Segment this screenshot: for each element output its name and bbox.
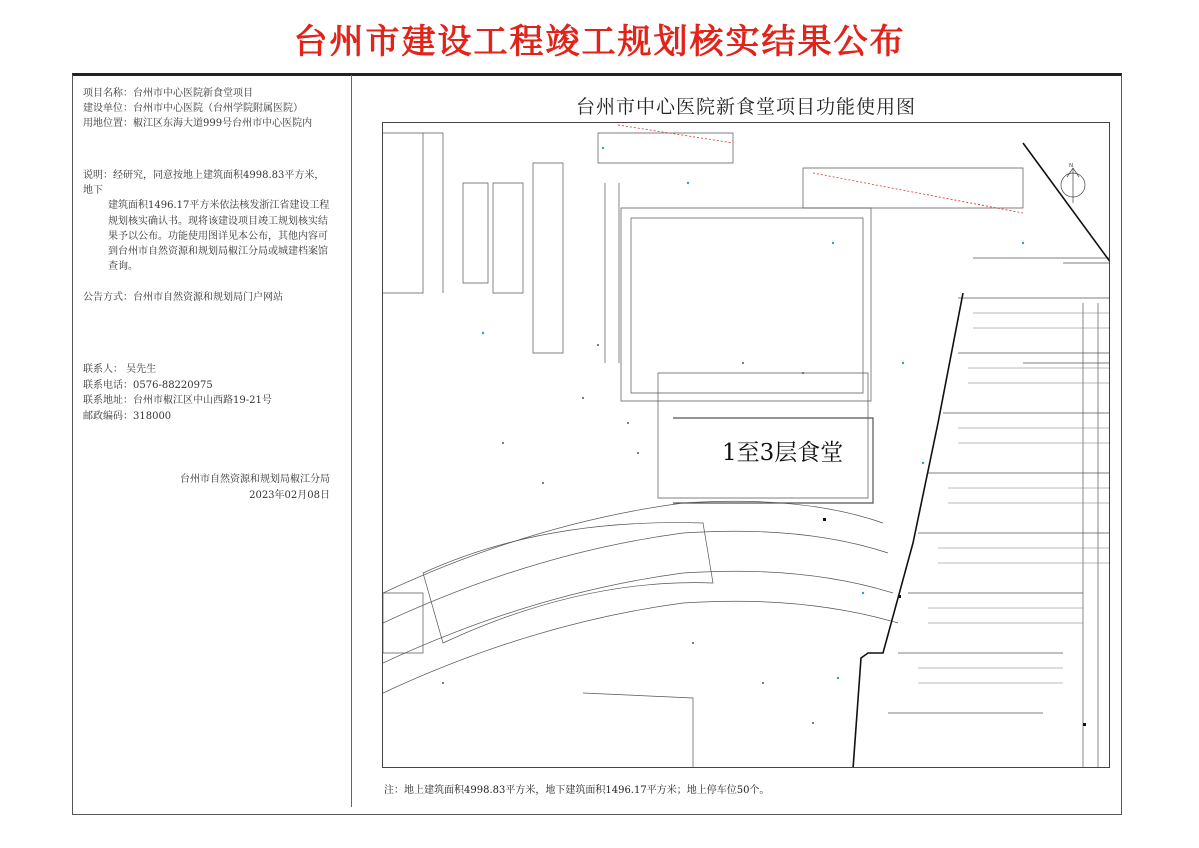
column-divider <box>351 75 352 807</box>
issue-date: 2023年02月08日 <box>249 489 330 501</box>
footnote: 注：地上建筑面积4998.83平方米，地下建筑面积1496.17平方米；地上停车位50个。 <box>384 785 770 796</box>
project-info <box>83 86 345 131</box>
note-line-4: 果予以公布。功能使用图详见本公布，其他内容可 <box>108 230 328 242</box>
note-line-1: 经研究，同意按地上建筑面积4998.83平方米，地下 <box>83 170 325 197</box>
note-line-6: 查询。 <box>108 261 138 273</box>
map-title: 台州市中心医院新食堂项目功能使用图 <box>575 96 916 118</box>
north-label: N <box>1069 163 1074 169</box>
note-line-2: 建筑面积1496.17平方米依法核发浙江省建设工程 <box>108 200 330 212</box>
canteen-label: 1至3层食堂 <box>722 440 844 466</box>
note-section <box>83 168 333 274</box>
land-location: 用地位置：椒江区东海大道999号台州市中心医院内 <box>83 118 313 129</box>
issuing-org: 台州市自然资源和规划局椒江分局 <box>180 474 330 485</box>
announce-method: 公告方式：台州市自然资源和规划局门户网站 <box>83 292 283 303</box>
note-line-3: 规划核实确认书。现将该建设项目竣工规划核实结 <box>108 215 328 227</box>
project-name: 项目名称：台州市中心医院新食堂项目 <box>83 88 253 99</box>
construction-unit: 建设单位：台州市中心医院（台州学院附属医院） <box>83 103 303 114</box>
page-title: 台州市建设工程竣工规划核实结果公布 <box>293 22 906 62</box>
note-label: 说明： <box>83 170 113 181</box>
contact-info <box>83 362 272 424</box>
contact-address: 联系地址：台州市椒江区中山西路19-21号 <box>83 395 272 406</box>
contact-phone: 联系电话：0576-88220975 <box>83 379 213 391</box>
signature-block <box>150 472 330 503</box>
contact-postcode: 邮政编码：318000 <box>83 410 172 422</box>
contact-person: 联系人： 吴先生 <box>83 364 157 375</box>
note-line-5: 到台州市自然资源和规划局椒江分局或城建档案馆 <box>108 246 328 258</box>
